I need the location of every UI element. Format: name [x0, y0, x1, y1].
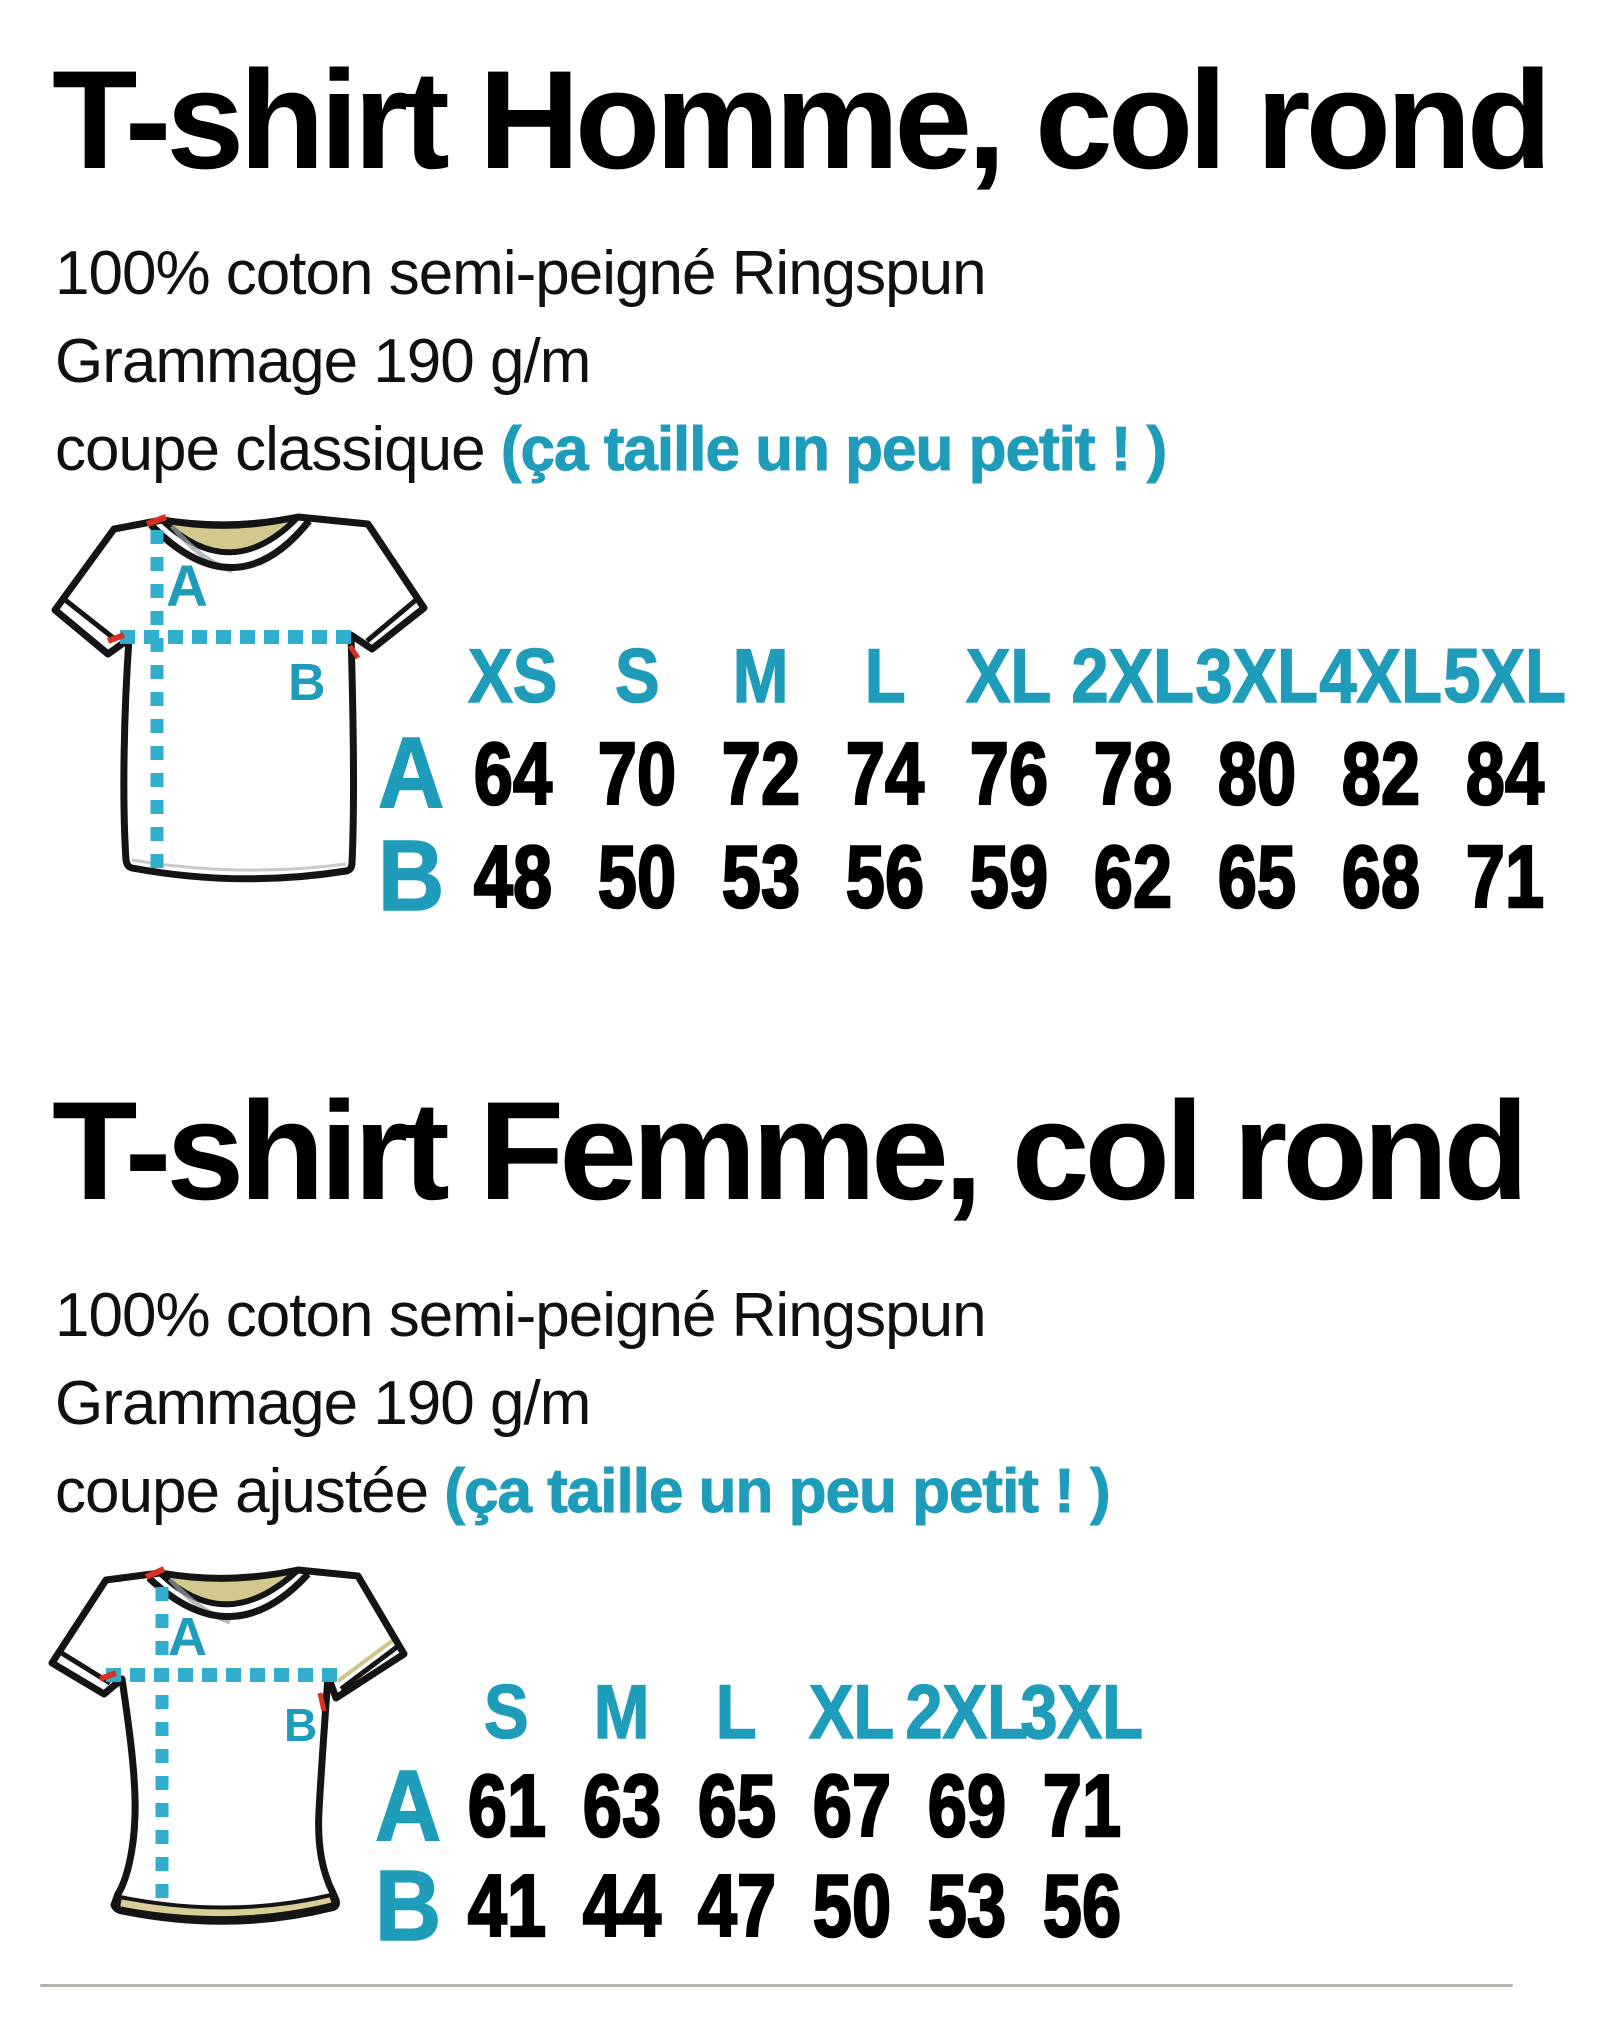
row-label-a: A	[374, 1749, 442, 1862]
size-value-cell: 53	[721, 826, 801, 926]
femme-material-line: 100% coton semi-peigné Ringspun	[55, 1281, 986, 1350]
row-label-b: B	[377, 820, 445, 932]
size-value-cell: 64	[473, 723, 553, 823]
size-value-cell: 48	[473, 826, 553, 926]
homme-weight-line: Grammage 190 g/m	[55, 327, 591, 396]
size-value-cell: 80	[1217, 723, 1297, 823]
size-value-cell: 53	[927, 1856, 1006, 1955]
size-value-cell: 47	[697, 1856, 776, 1955]
size-value-cell: 65	[697, 1756, 776, 1855]
size-header-cell: S	[614, 633, 660, 719]
size-value-cell: 50	[812, 1856, 891, 1955]
size-value-cell: 61	[467, 1756, 546, 1855]
size-header-cell: 2XL	[1071, 633, 1195, 719]
size-header-cell: L	[864, 633, 906, 719]
femme-tshirt-diagram	[40, 1553, 410, 1953]
size-header-cell: M	[593, 1669, 650, 1755]
size-value-cell: 50	[597, 826, 677, 926]
size-header-cell: 4XL	[1319, 633, 1443, 719]
homme-size-table	[371, 630, 1567, 932]
size-value-cell: 67	[812, 1756, 891, 1855]
size-header-cell: S	[484, 1669, 529, 1755]
size-value-cell: 82	[1341, 723, 1421, 823]
divider-line	[40, 1984, 1513, 1987]
table-corner-cell	[371, 630, 451, 722]
size-value-cell: 72	[721, 723, 801, 823]
femme-section-title: T-shirt Femme, col rond	[52, 1072, 1524, 1229]
size-header-cell: XL	[808, 1669, 895, 1755]
table-corner-cell	[367, 1668, 449, 1756]
homme-description	[55, 230, 1166, 494]
size-value-cell: 69	[927, 1756, 1006, 1855]
femme-diagram-label-b: B	[284, 1699, 318, 1751]
size-header-cell: M	[733, 633, 789, 719]
size-header-cell: 3XL	[1020, 1669, 1143, 1755]
row-label-a: A	[377, 717, 445, 829]
size-header-cell: 2XL	[905, 1669, 1028, 1755]
size-header-cell: 5XL	[1443, 633, 1567, 719]
femme-size-table	[367, 1668, 1143, 1962]
femme-weight-line: Grammage 190 g/m	[55, 1369, 591, 1438]
homme-fit-label: coupe classique	[55, 415, 501, 484]
size-value-cell: 71	[1042, 1756, 1121, 1855]
size-value-cell: 56	[1042, 1856, 1121, 1955]
homme-section-title: T-shirt Homme, col rond	[52, 41, 1548, 198]
femme-description	[55, 1272, 1110, 1536]
size-value-cell: 44	[582, 1856, 661, 1955]
size-value-cell: 78	[1093, 723, 1173, 823]
size-value-cell: 56	[845, 826, 925, 926]
size-header-cell: 3XL	[1195, 633, 1319, 719]
homme-tshirt-body	[55, 517, 424, 879]
homme-diagram-label-a: A	[166, 554, 208, 619]
femme-fit-note: (ça taille un peu petit ! )	[444, 1457, 1110, 1526]
size-value-cell: 71	[1465, 826, 1545, 926]
femme-fit-label: coupe ajustée	[55, 1457, 445, 1526]
size-value-cell: 76	[969, 723, 1049, 823]
size-value-cell: 41	[467, 1856, 546, 1955]
homme-diagram-label-b: B	[288, 654, 326, 712]
size-value-cell: 63	[582, 1756, 661, 1855]
size-value-cell: 68	[1341, 826, 1421, 926]
size-value-cell: 59	[969, 826, 1049, 926]
size-value-cell: 65	[1217, 826, 1297, 926]
size-value-cell: 74	[845, 723, 925, 823]
femme-diagram-label-a: A	[168, 1607, 207, 1667]
size-header-cell: XL	[966, 633, 1052, 719]
size-value-cell: 62	[1093, 826, 1173, 926]
row-label-b: B	[374, 1849, 442, 1962]
homme-fit-note: (ça taille un peu petit ! )	[500, 415, 1167, 484]
size-header-cell: XS	[468, 633, 558, 719]
size-value-cell: 84	[1465, 723, 1545, 823]
size-header-cell: L	[716, 1669, 757, 1755]
size-value-cell: 70	[597, 723, 677, 823]
homme-material-line: 100% coton semi-peigné Ringspun	[55, 239, 986, 308]
